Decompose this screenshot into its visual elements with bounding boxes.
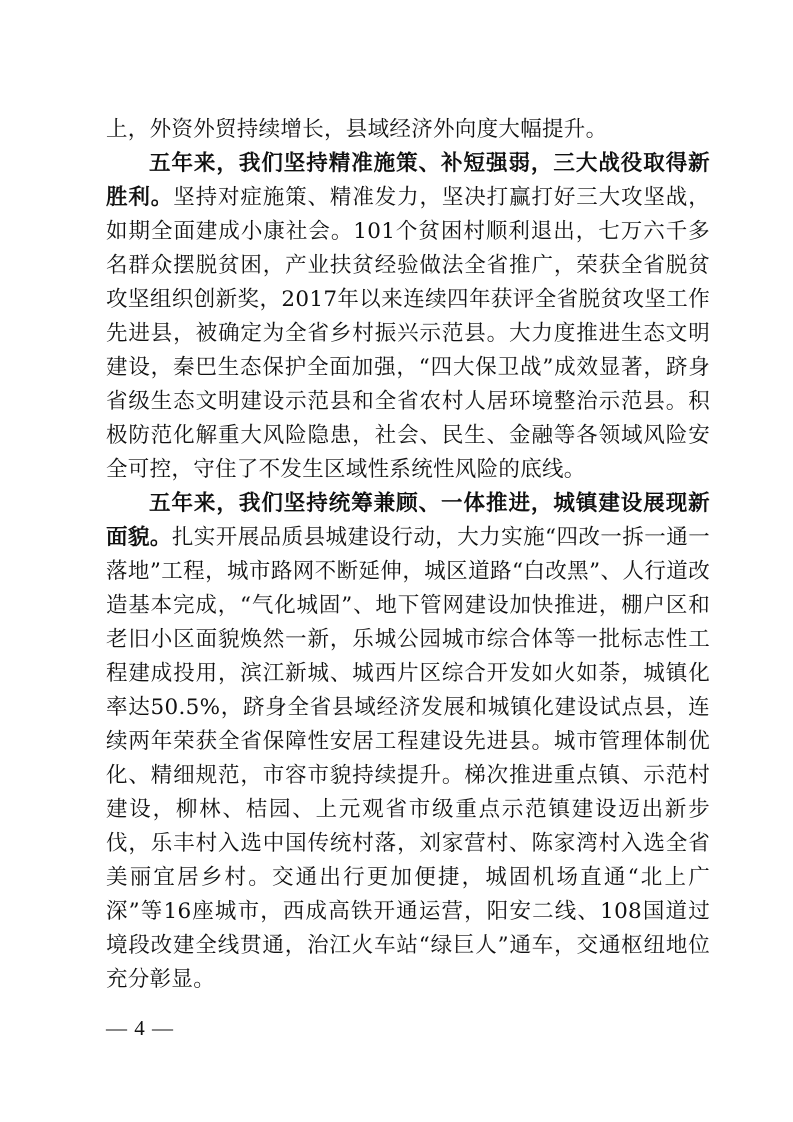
- paragraph-text: 上，外资外贸持续增长，县域经济外向度大幅提升。: [106, 117, 608, 142]
- paragraph-text: 坚持对症施策、精准发力，坚决打赢打好三大攻坚战，如期全面建成小康社会。101个贫困村顺利退出，七万六千多名群众摆脱贫困，产业扶贫经验做法全省推广，荣获全省脱贫攻坚组织创新奖，2017年以来连续四年获评全省脱贫攻坚工作先进县，被确定为全省乡村振兴示范县。大力度推进生态文明建设，秦巴生态保护全面加强，“四大保卫战”成效显著，跻身省级生态文明建设示范县和全省农村人居环境整治示范县。积极防范化解重大风险隐患，社会、民生、金融等各领域风险安全可控，守住了不发生区域性系统性风险的底线。: [106, 185, 711, 482]
- paragraph-continuation: [106, 113, 710, 147]
- paragraph-poverty-ecology: [106, 147, 710, 487]
- paragraph-lead-heading: 五年来，我们坚持统筹兼顾、一体推进，城镇建设展现新面貌。: [106, 491, 710, 550]
- document-body: [106, 113, 710, 997]
- paragraph-text: 扎实开展品质县城建设行动，大力实施“四改一拆一通一落地”工程，城市路网不断延伸，城区道路“白改黑”、人行道改造基本完成，“气化城固”、地下管网建设加快推进，棚户区和老旧小区面貌焕然一新，乐城公园城市综合体等一批标志性工程建成投用，滨江新城、城西片区综合开发如火如荼，城镇化率达50.5%，跻身全省县域经济发展和城镇化建设试点县，连续两年荣获全省保障性安居工程建设先进县。城市管理体制优化、精细规范，市容市貌持续提升。梯次推进重点镇、示范村建设，柳林、桔园、上元观省市级重点示范镇建设迈出新步伐，乐丰村入选中国传统村落，刘家营村、陈家湾村入选全省美丽宜居乡村。交通出行更加便捷，城固机场直通“北上广深”等16座城市，西成高铁开通运营，阳安二线、108国道过境段改建全线贯通，治江火车站“绿巨人”通车，交通枢纽地位充分彰显。: [106, 525, 710, 992]
- paragraph-lead-heading: 五年来，我们坚持精准施策、补短强弱，三大战役取得新胜利。: [106, 151, 710, 210]
- paragraph-urban-construction: [106, 487, 710, 997]
- page-number: — 4 —: [106, 1016, 174, 1040]
